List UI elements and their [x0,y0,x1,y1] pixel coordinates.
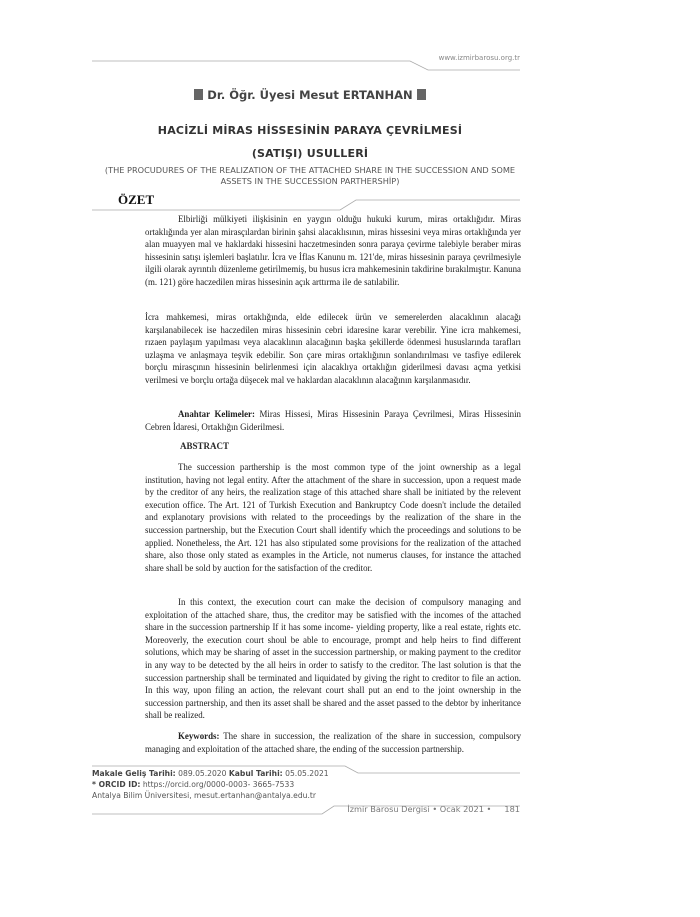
article-dates: Makale Geliş Tarihi: 089.05.2020 Kabul Tarihi: 05.05.2021 [92,769,329,778]
english-title: (THE PROCUDURES OF THE REALIZATION OF THE ATTACHED SHARE IN THE SUCCESSION AND SOME ASSETS IN THE SUCCESSION PARTHERSHİP) [104,165,516,186]
abstract-paragraph-1: The succession parthership is the most common type of the joint ownership as a legal institution, having not legal entity. After the attachment of the share in succession, upon a request made by the creditor of any heirs, the realization stage of this attached share shall be initiated by the relevent execution office. The Art. 121 of Turkish Execution and Bankruptcy Code doesn't include the detailed and explanotary provisions with related to the proceedings by the realization of the share in the succession partnership, but the Execution Court shall identify which the proceedings and solutions to be applied. Nonetheless, the Art. 121 has also stipulated some provisions for the realization of the attached share, also those only stated as examples in the Article, not numerus clauses, for instance the attached share shall be sold by auction for the satisfaction of the creditor. [145,462,521,573]
title-line-2: (SATIŞI) USULLERİ [251,147,369,160]
abstract-paragraph-2: In this context, the execution court can make the decision of compulsory managing and exploitation of the attached share, thus, the creditor may be satisfied with the incomes of the attached share in the succession partnership If it has some income- yielding property, like a real estate, rights etc. Moreoverly, the execution court shoul be able to encourage, prompt and help heirs to find different solutions, which may be sharing of asset in the succession partnership, or making payment to the creditor in any way to be detected by the all heirs in order to satisfy to the creditor. The last solution is that the succession partnership shall be terminated and liquidated by giving the right to creditor to file an action. In this way, upon filing an action, the relevant court shall put an end to the joint ownership in the succession partnership, and then its asset shall be shared and the asset passed to the debtor by inheritance shall be realized. [145,597,521,721]
journal-footer: İzmir Barosu Dergisi • Ocak 2021 • 181 [347,804,520,814]
orcid-link[interactable]: https://orcid.org/0000-0003- 3665-7533 [142,780,295,789]
orcid-line: * ORCID ID: https://orcid.org/0000-0003- 3665-7533 [92,780,295,789]
affiliation: Antalya Bilim Üniversitesi, mesut.ertanhan@antalya.edu.tr [92,791,316,800]
ozet-keywords: Anahtar Kelimeler: Miras Hissesi, Miras Hissesinin Paraya Çevrilmesi, Miras Hissesinin Cebren İdaresi, Ortaklığın Giderilmesi. [145,409,521,432]
journal-url[interactable]: www.izmirbarosu.org.tr [438,54,520,62]
ozet-paragraph-1: Elbirliği mülkiyeti ilişkisinin en yaygın olduğu hukuki kurum, miras ortaklığıdır. Miras ortaklığında yer alan mirasçılardan birinin şahsi alacaklısının, miras hissesini veya miras ortaklığında yer alan muayyen mal ve haklardaki hissesini haczetmesinden sonra paraya çevirme talebiyle beraber miras hissesinin satışı işlemleri başlatılır. İcra ve İflas Kanunu m. 121'de, miras hissesinin paraya çevrilmesiyle ilgili olarak ayrıntılı düzenleme getirilmemiş, bu husus icra mahkemesinin takdirine bırakılmıştır. Kanuna (m. 121) göre haczedilen miras hissesinin açık arttırma ile de satılabilir. [145,214,521,287]
ozet-heading: ÖZET [118,192,155,207]
page-number: 181 [504,804,520,814]
ozet-paragraph-2: İcra mahkemesi, miras ortaklığında, elde edilecek ürün ve semerelerden alacaklının alacağı karşılanabilecek ise haczedilen miras hissesinin cebri idaresine karar verebilir. Yine icra mahkemesi, rızaen paylaşım yapılması veya alacaklının alacağının başka şekillerde ödenmesi hususlarında tarafları uzlaşma ve anlaşmaya teşvik edebilir. Son çare miras ortaklığının sonlandırılması ve tasfiye edilerek borçlu mirasçının hissesinin belirlenmesi için alacaklıya ortaklığın giderilmesi davası açma yetkisi verilmesi ve borçlu ortağa düşecek mal ve haklardan alacaklının alacağının karşılanmasıdır. [145,312,521,385]
square-bullet-icon [417,89,426,100]
abstract-heading: ABSTRACT [180,441,230,451]
title-line-1: HACİZLİ MİRAS HİSSESİNİN PARAYA ÇEVRİLMESİ [157,124,463,137]
square-bullet-icon [194,89,203,100]
abstract-keywords: Keywords: The share in succession, the realization of the share in succession, compulsory managing and exploitation of the attached share, the ending of the succession partnership. [145,731,522,754]
author-name: Dr. Öğr. Üyesi Mesut ERTANHAN [0,88,620,102]
